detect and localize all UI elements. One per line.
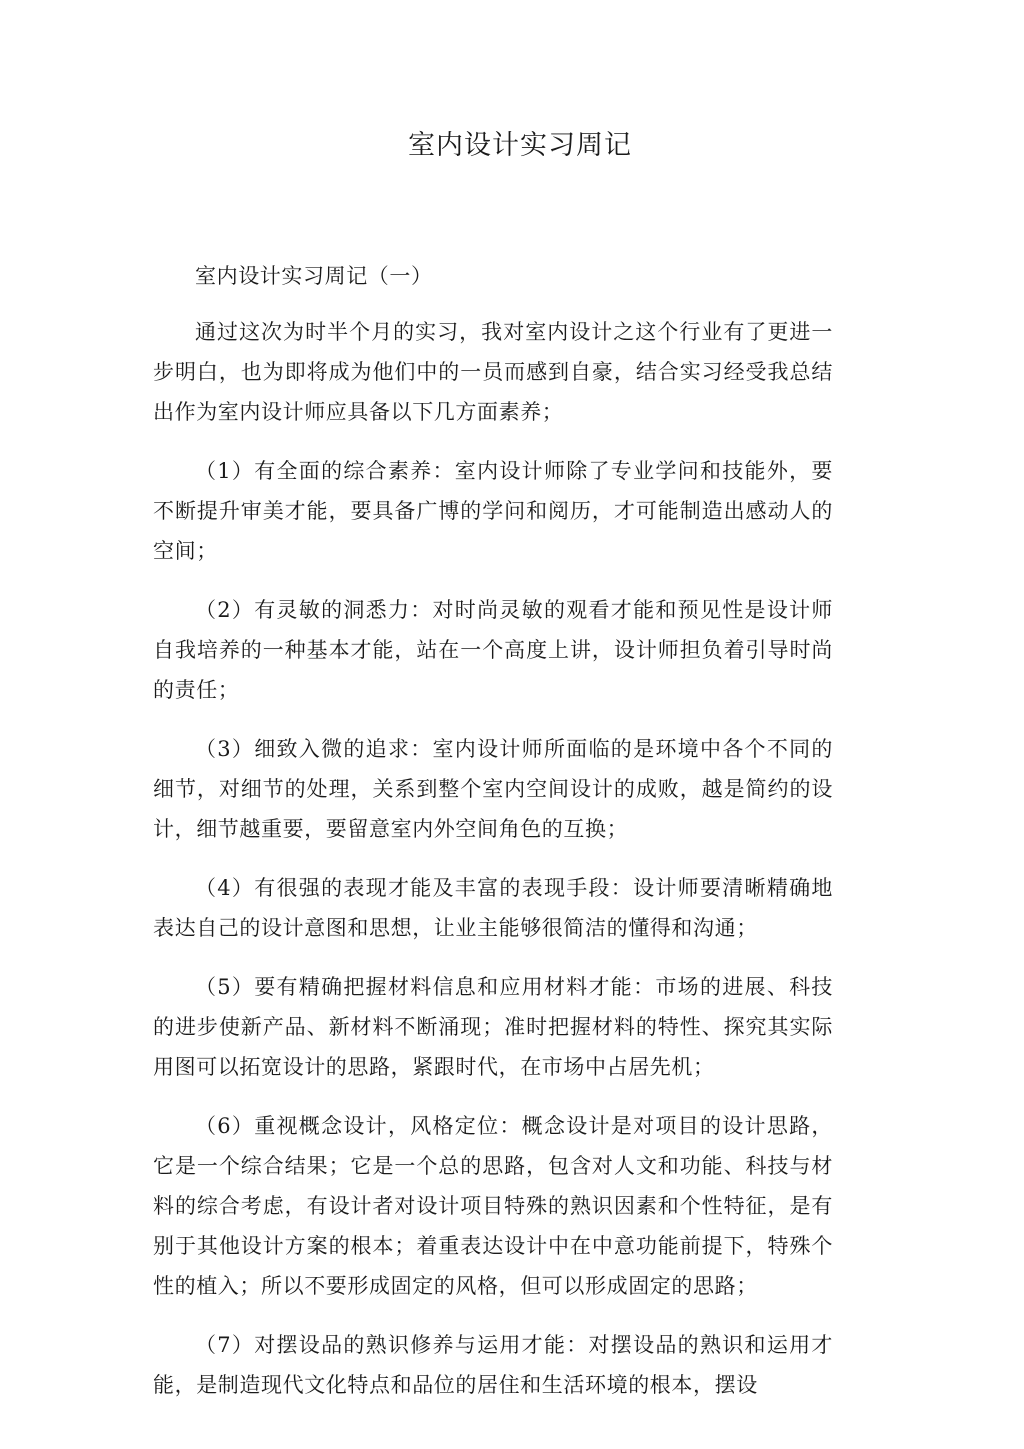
item-paragraph-1: （1）有全面的综合素养：室内设计师除了专业学问和技能外，要不断提升审美才能，要具备广博的学问和阅历，才可能制造出感动人的空间； [153,459,833,563]
item-paragraph-5: （5）要有精确把握材料信息和应用材料才能：市场的进展、科技的进步使新产品、新材料不断涌现；准时把握材料的特性、探究其实际用图可以拓宽设计的思路，紧跟时代，在市场中占居先机； [153,975,833,1079]
item-paragraph-2: （2）有灵敏的洞悉力：对时尚灵敏的观看才能和预见性是设计师自我培养的一种基本才能，站在一个高度上讲，设计师担负着引导时尚的责任； [153,598,833,702]
item-paragraph-4: （4）有很强的表现才能及丰富的表现手段：设计师要清晰精确地表达自己的设计意图和思想，让业主能够很简洁的懂得和沟通； [153,876,833,940]
item-paragraph-6: （6）重视概念设计，风格定位：概念设计是对项目的设计思路，它是一个综合结果；它是一个总的思路，包含对人文和功能、科技与材料的综合考虑，有设计者对设计项目特殊的熟识因素和个性特征，是有别于其他设计方案的根本；着重表达设计中在中意功能前提下，特殊个性的植入；所以不要形成固定的风格，但可以形成固定的思路； [153,1114,833,1298]
section-heading: 室内设计实习周记（一） [195,264,433,288]
item-paragraph-7: （7）对摆设品的熟识修养与运用才能：对摆设品的熟识和运用才能，是制造现代文化特点和品位的居住和生活环境的根本，摆设 [153,1333,833,1397]
document-title: 室内设计实习周记 [408,130,632,161]
item-paragraph-3: （3）细致入微的追求：室内设计师所面临的是环境中各个不同的细节，对细节的处理，关系到整个室内空间设计的成败，越是简约的设计，细节越重要，要留意室内外空间角色的互换； [153,737,833,841]
intro-paragraph: 通过这次为时半个月的实习，我对室内设计之这个行业有了更进一步明白，也为即将成为他们中的一员而感到自豪，结合实习经受我总结出作为室内设计师应具备以下几方面素养； [153,320,833,424]
document-body [153,256,833,1424]
